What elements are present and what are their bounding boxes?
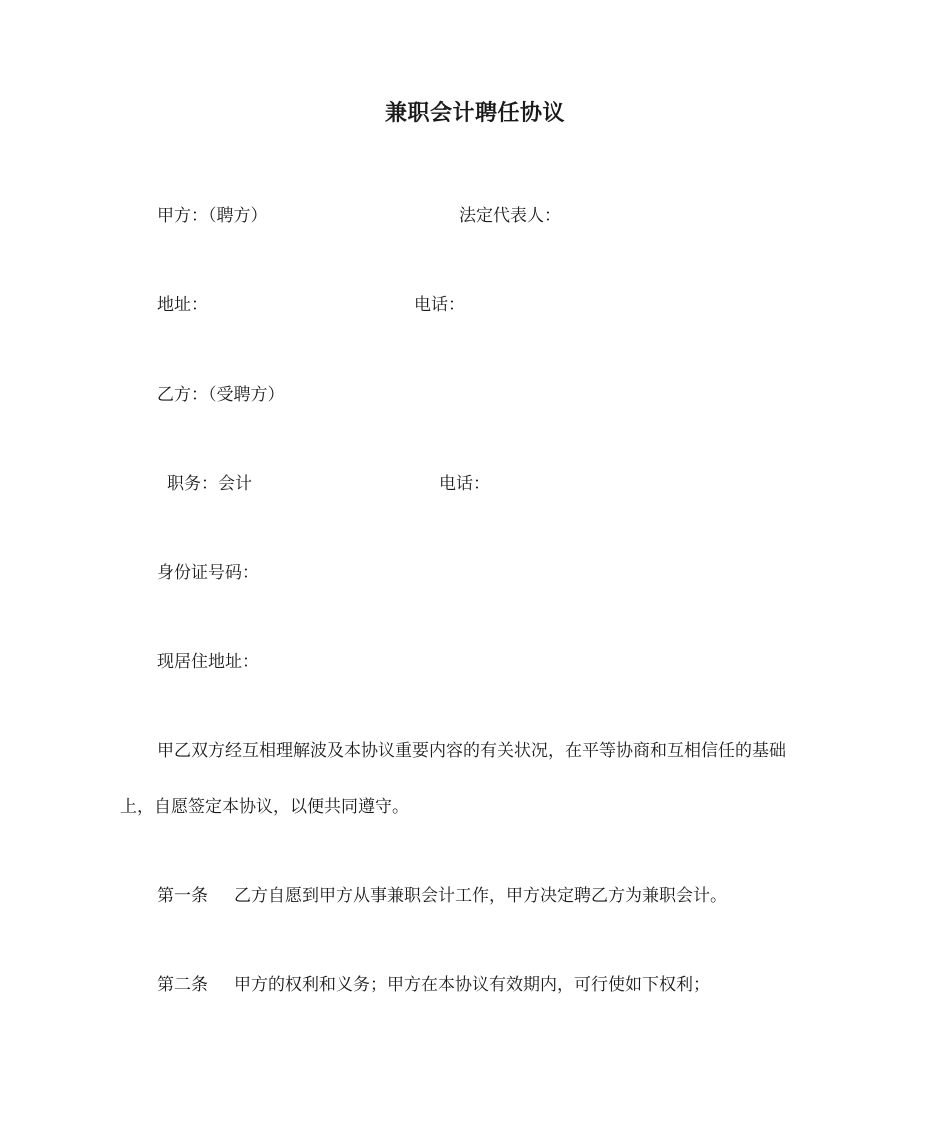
article-2-text: 甲方的权利和义务；甲方在本协议有效期内，可行使如下权利； <box>234 975 710 995</box>
position-label: 职务：会计 <box>167 474 252 494</box>
article-1 <box>157 884 727 908</box>
id-number-label: 身份证号码： <box>157 563 259 583</box>
phone-label-a: 电话： <box>414 295 465 315</box>
party-a-label: 甲方：（聘方） <box>157 206 268 226</box>
document-title: 兼职会计聘任协议 <box>384 101 565 126</box>
party-b-label: 乙方：（受聘方） <box>157 385 285 405</box>
address-label: 地址： <box>157 295 208 315</box>
intro-paragraph-line-2: 上，自愿签定本协议，以便共同遵守。 <box>120 797 409 817</box>
intro-paragraph-line-1: 甲乙双方经互相理解波及本协议重要内容的有关状况，在平等协商和互相信任的基础 <box>157 741 786 761</box>
current-address-label: 现居住地址： <box>157 652 259 672</box>
legal-rep-label: 法定代表人： <box>459 206 561 226</box>
article-1-number: 第一条 <box>157 886 208 906</box>
phone-label-b: 电话： <box>439 474 490 494</box>
article-2 <box>157 973 710 997</box>
article-1-text: 乙方自愿到甲方从事兼职会计工作，甲方决定聘乙方为兼职会计。 <box>234 886 727 906</box>
article-2-number: 第二条 <box>157 975 208 995</box>
